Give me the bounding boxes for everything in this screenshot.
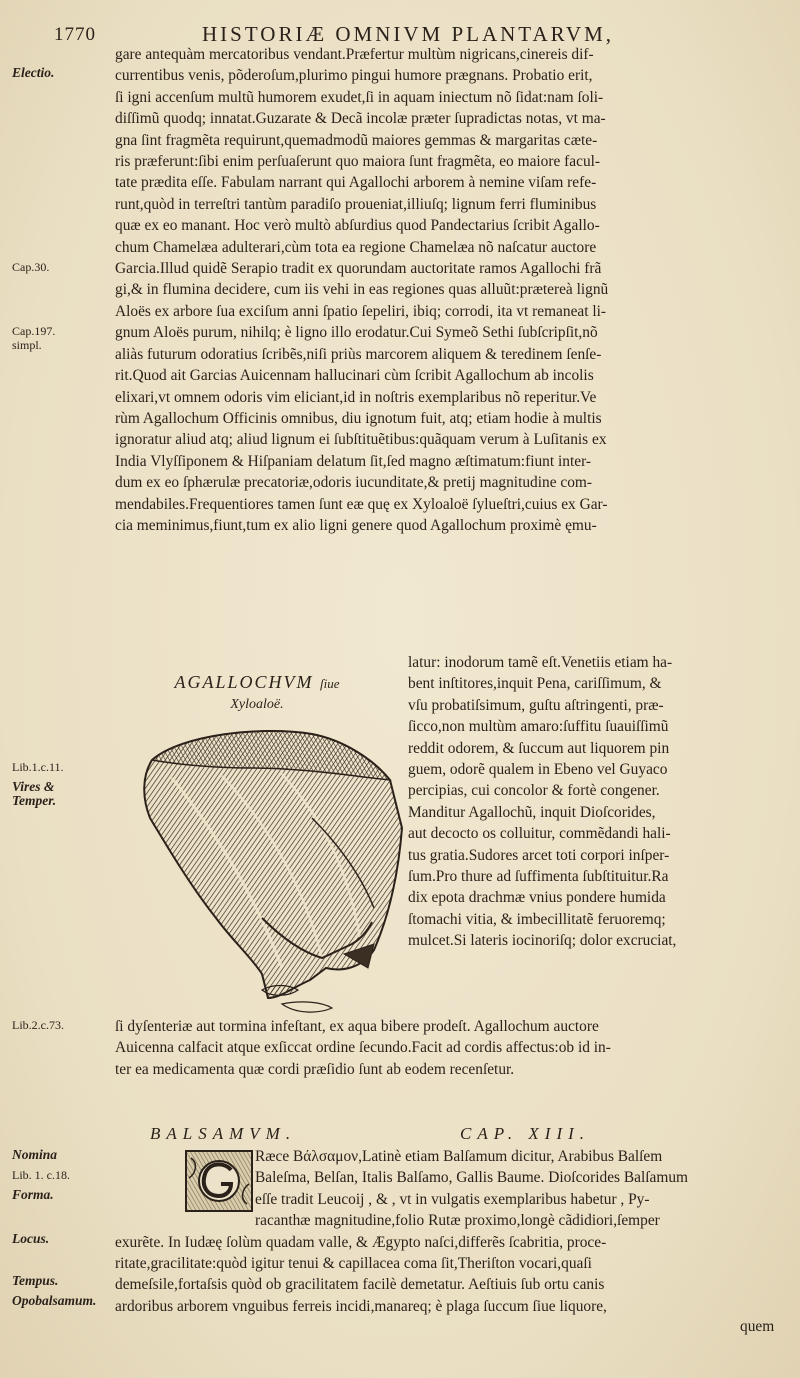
text-line: Aloës ex arbore ſua exciſum anni ſpatio ſepeliri, ibiq; corrodi, ita vt remaneat li- (115, 302, 607, 320)
text-line: rùm Agallochum Officinis omnibus, diu ignotum fuit, atq; etiam hodie à multis (115, 409, 602, 427)
text-line: reddit odorem, & ſuccum aut liquorem pin (408, 739, 670, 757)
text-line: Auicenna calfacit atque exſiccat ordine ſecundo.Facit ad cordis affectus:ob id in- (115, 1039, 611, 1057)
right-column-text (408, 652, 773, 952)
text-line: ardoribus arborem vnguibus ferreis incidi,manareq; è plaga ſuccum ſiue liquore, (115, 1297, 607, 1315)
main-text-block (115, 44, 773, 536)
section-title: BALSAMVM. (150, 1124, 297, 1143)
text-line: cia meminimus,fiunt,tum ex alio ligni genere quod Agallochum proximè ęmu- (115, 516, 597, 534)
catchword: quem (740, 1318, 775, 1335)
text-line: currentibus venis, põderoſum,plurimo pingui humore prægnans. Probatio erit, (115, 67, 593, 85)
text-line: racanthæ magnitudine,folio Rutæ proximo,longè cãdidiori,ſemper (255, 1212, 660, 1230)
text-line: ſi igni accenſum multũ humorem exudet,ſi in aquam iniectum nõ ſidat:nam ſoli- (115, 88, 604, 106)
agallochum-woodcut-illustration (112, 668, 404, 1020)
text-line: percipias, cui concolor & fortè congener. (408, 782, 660, 800)
running-title: HISTORIÆ OMNIVM PLANTARVM, (202, 22, 615, 46)
text-line: ris præferunt:ſibi enim perſuaſerunt quo maiora ſunt fragmẽta, eo maiore facul- (115, 153, 601, 171)
text-line: gnum Aloës purum, nihilq; è ligno illo erodatur.Cui Symeõ Sethi ſubſcripſit,nõ (115, 324, 598, 342)
text-line: vſu probatiſsimum, guſtu aſtringenti, præ- (408, 696, 664, 714)
text-line: diſſimũ quodq; innatat.Guzarate & Decã incolæ præter ſupradictas notas, vt ma- (115, 110, 606, 128)
text-line: mulcet.Si lateris iocinoriſq; dolor excruciat, (408, 932, 677, 950)
text-line: Baleſma, Belſan, Italis Balſamo, Gallis Baume. Dioſcorides Balſamum (255, 1169, 688, 1187)
balsamum-text-block (115, 1146, 773, 1317)
text-line: ignoratur aliud atq; aliud lignum ei ſubſtituẽtibus:quãquam verum à Luſitanis ex (115, 431, 607, 449)
text-line: quæ ex eo manant. Hoc verò multò abſurdius quod Pandectarius ſcribit Agallo- (115, 217, 600, 235)
text-line: India Vlyſſiponem & Hiſpaniam delatum ſit,ſed magno æſtimatum:fiunt inter- (115, 452, 592, 470)
margin-note-opobalsamum: Opobalsamum. (12, 1293, 97, 1308)
text-line: gi,& in flumina decidere, cum iis vehi in eas regiones quas alluũt:prætereà lignũ (115, 281, 609, 299)
margin-note-nomina: Nomina (12, 1147, 58, 1162)
text-line: elixari,vt omnem odoris vim eliciant,id in noſtris exemplaribus nõ reperitur.Ve (115, 388, 597, 406)
text-line: ſicco,non multùm amaro:ſuffitu ſuauiſſimũ (408, 718, 669, 736)
chapter-number: CAP. XIII. (460, 1124, 591, 1143)
figure-caption-title: AGALLOCHVM (174, 672, 314, 692)
text-line: gare antequàm mercatoribus vendant.Præfertur multùm nigricans,cinereis dif- (115, 46, 594, 63)
figure-caption-subtitle: Xyloaloë. (230, 697, 284, 712)
text-line: tate prædita eſſe. Fabulam narrant qui Agallochi arborem à nemine viſam refe- (115, 174, 597, 192)
margin-note-cap197: Cap.197. simpl. (12, 324, 56, 352)
text-line: ter ea medicamenta quæ cordi præſidio ſunt ab eodem recenſetur. (115, 1060, 515, 1078)
text-line: demeſsile,fortaſsis quòd ob gracilitatem facilè demetatur. Aeſtiuis ſub ortu canis (115, 1276, 605, 1294)
text-line: bent inſtitores,inquit Pena, cariſſimum, & (408, 675, 662, 693)
text-line: rit.Quod ait Garcias Auicennam hallucinari cùm ſcribit Agallochum ab incolis (115, 367, 594, 385)
text-line: chum Chamelæa adulterari,cùm tota ea regione Chamelæa nõ naſcatur auctore (115, 238, 597, 256)
margin-note-lib1c11: Lib.1.c.11. (12, 760, 64, 774)
text-line: tus gratia.Sudores arcet toti corpori inſper- (408, 846, 670, 864)
margin-note-vires-temper: Vires & Temper. (12, 779, 57, 808)
page-number: 1770 (54, 24, 96, 45)
margin-note-lib2c73: Lib.2.c.73. (12, 1018, 64, 1032)
margin-note-cap30: Cap.30. (12, 260, 50, 274)
margin-note-forma: Forma. (12, 1187, 54, 1202)
text-line: runt,quòd in terreſtri tantùm paradiſo proueniat,illiuſq; lignum ferri fluminibus (115, 195, 597, 213)
text-line: dum ex eo ſphærulæ precatoriæ,odoris iucunditate,& pretij magnitudine com- (115, 474, 593, 492)
text-line: ſum.Pro thure ad ſuffimenta ſubſtituitur.Ra (408, 868, 669, 886)
text-line: eſſe tradit Leucoij , & , vt in vulgatis exemplaribus habetur , Py- (255, 1190, 650, 1208)
margin-note-locus: Locus. (12, 1231, 50, 1246)
text-line: ſi dyſenteriæ aut tormina infeſtant, ex aqua bibere prodeſt. Agallochum auctore (115, 1018, 599, 1035)
text-line: ſtomachi vitia, & imbecillitatẽ feruoremq; (408, 910, 666, 928)
text-line: Garcia.Illud quidẽ Serapio tradit ex quorundam auctoritate ramos Agallochi frã (115, 260, 602, 278)
margin-note-tempus: Tempus. (12, 1273, 59, 1288)
text-line: Manditur Agallochũ, inquit Dioſcorides, (408, 803, 656, 821)
text-line: dix epota drachmæ vnius pondere humida (408, 889, 666, 907)
section-heading (150, 1124, 770, 1144)
text-line: aut decocto os colluitur, commẽdandi hali- (408, 825, 671, 843)
text-line: ritate,gracilitate:quòd igitur tenui & capillacea coma ſit,Theriſton vocari,quaſi (115, 1255, 592, 1273)
text-line: gna ſint fragmẽta requirunt,quemadmodũ maiores gemmas & margaritas cæte- (115, 131, 598, 149)
text-line: Ræce Βάλσαμον,Latinè etiam Balſamum dicitur, Arabibus Balſem (255, 1148, 663, 1165)
text-line: latur: inodorum tamẽ eſt.Venetiis etiam ha- (408, 654, 673, 671)
text-line: guem, odorẽ qualem in Ebeno vel Guyaco (408, 761, 668, 779)
text-line: mendabiles.Frequentiores tamen ſunt eæ quę ex Xyloaloë ſylueſtri,cuius ex Gar- (115, 495, 608, 513)
figure-caption-small: ſiue (320, 676, 340, 691)
text-line: aliàs futurum odoratius ſcribẽs,niſi priùs marcorem aliquem & teredinem ſenſe- (115, 345, 602, 363)
margin-note-lib1c18: Lib. 1. c.18. (12, 1168, 70, 1182)
text-line: exurẽte. In Iudæę ſolùm quadam valle, & Ægypto naſci,differẽs ſcabritia, proce- (115, 1233, 607, 1251)
main-text-block-2 (115, 1016, 773, 1080)
margin-note-electio: Electio. (12, 65, 55, 80)
